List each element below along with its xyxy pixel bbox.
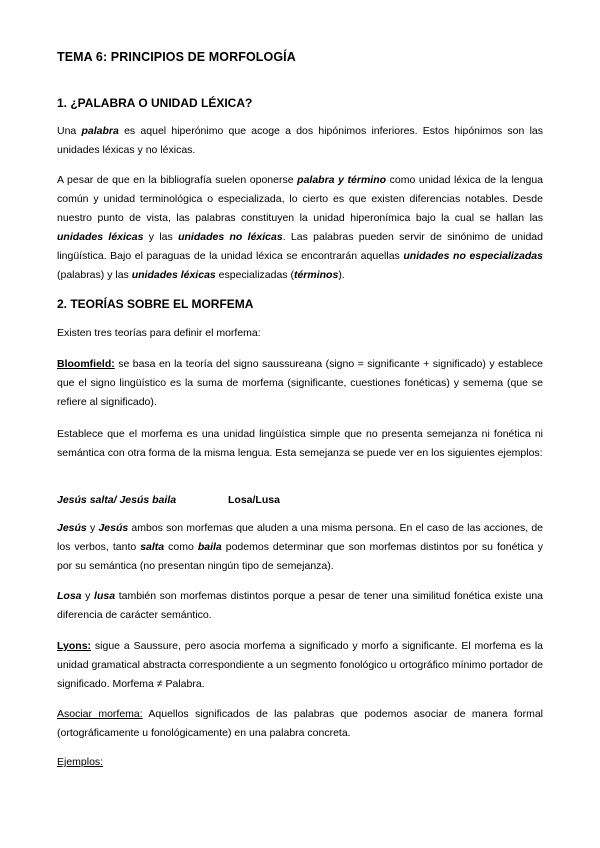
text-run: podemos determinar que son morfemas distintos por su fonética y por su semántica (no presentan ningún tipo de semejanza). <box>57 541 543 572</box>
text-run: sigue a Saussure, pero asocia morfema a significado y morfo a significante. El morfema es la unidad gramatical abstracta correspondiente a un segmento fonológico u ortográfico mínimo portador de significado. Morfema ≠ Palabra. <box>57 640 543 690</box>
text-run: es aquel hiperónimo que acoge a dos hipónimos inferiores. Estos hipónimos son las unidades léxicas y no léxicas. <box>57 125 543 156</box>
paragraph-asociar <box>57 705 543 743</box>
text-run: ). <box>338 269 345 281</box>
text-run: y <box>81 590 95 602</box>
paragraph-jesus <box>57 519 543 576</box>
emphasis-term: baila <box>197 541 222 553</box>
text-run: (palabras) y las <box>57 269 132 281</box>
paragraph-losa <box>57 587 543 625</box>
section-1-heading: 1. ¿PALABRA O UNIDAD LÉXICA? <box>57 96 253 110</box>
paragraph-intro-theories: Existen tres teorías para definir el morfema: <box>57 327 261 339</box>
emphasis-term: unidades no especializadas <box>403 250 543 262</box>
paragraph-establece: Establece que el morfema es una unidad lingüística simple que no presenta semejanza ni fonética ni semántica con otra forma de la misma lengua. Esta semejanza se puede ver en los siguientes ejemplos: <box>57 428 543 459</box>
emphasis-term: lusa <box>94 590 116 602</box>
theory-label-lyons: Lyons: <box>57 640 92 652</box>
section-2-heading: 2. TEORÍAS SOBRE EL MORFEMA <box>57 297 254 311</box>
theory-label-asociar: Asociar morfema: <box>57 708 143 720</box>
text-run: también son morfemas distintos porque a pesar de tener una similitud fonética existe una diferencia de carácter semántico. <box>57 590 543 621</box>
emphasis-term: Jesús <box>98 522 129 534</box>
ejemplos-text: Ejemplos: <box>57 756 104 768</box>
emphasis-term: Losa <box>57 590 82 602</box>
emphasis-term: salta <box>140 541 165 553</box>
text-run: especializadas ( <box>215 269 294 281</box>
emphasis-term: unidades léxicas <box>57 231 144 243</box>
text-run: como <box>164 541 198 553</box>
paragraph-lyons <box>57 637 543 694</box>
document-title: TEMA 6: PRINCIPIOS DE MORFOLOGÍA <box>57 50 296 64</box>
text-run: se basa en la teoría del signo saussureana (signo = significante + significado) y establece que el signo lingüístico es la suma de morfema (significante, cuestiones fonéticas) y semema (que se refiere al significado). <box>57 358 543 408</box>
text-run: y las <box>143 231 179 243</box>
emphasis-term: palabra <box>81 125 119 137</box>
ejemplos-label <box>57 753 543 772</box>
examples-row <box>57 494 280 506</box>
text-run: . Las palabras pueden servir de sinónimo de unidad lingüística. Bajo el paraguas de la unidad léxica se encontrarán aquellas <box>57 231 543 262</box>
emphasis-term: unidades no léxicas <box>178 231 283 243</box>
example-losa: Losa/Lusa <box>228 494 280 506</box>
paragraph-bloomfield <box>57 355 543 412</box>
text-run: como unidad léxica de la lengua común y unidad terminológica o especializada, lo cierto es que existen diferencias notables. Desde nuestro punto de vista, las palabras constituyen la unidad hiperonímica bajo la cual se hallan las <box>57 174 544 224</box>
emphasis-term: palabra y término <box>297 174 387 186</box>
emphasis-term: términos <box>293 269 339 281</box>
text-run: y <box>86 522 99 534</box>
text-run: Aquellos significados de las palabras que podemos asociar de manera formal (ortográficamente u fonológicamente) en una palabra concreta. <box>57 708 543 739</box>
text-run: A pesar de que en la bibliografía suelen oponerse <box>57 174 298 186</box>
theory-label-bloomfield: Bloomfield: <box>57 358 115 370</box>
text-run: ambos son morfemas que aluden a una misma persona. En el caso de las acciones, de los verbos, tanto <box>57 522 543 553</box>
emphasis-term: Jesús <box>57 522 87 534</box>
paragraph-palabra-definition <box>57 122 543 160</box>
text-run: Una <box>57 125 82 137</box>
emphasis-term: unidades léxicas <box>131 269 216 281</box>
paragraph-palabra-termino <box>57 171 543 285</box>
example-jesus: Jesús salta/ Jesús baila <box>57 494 177 506</box>
